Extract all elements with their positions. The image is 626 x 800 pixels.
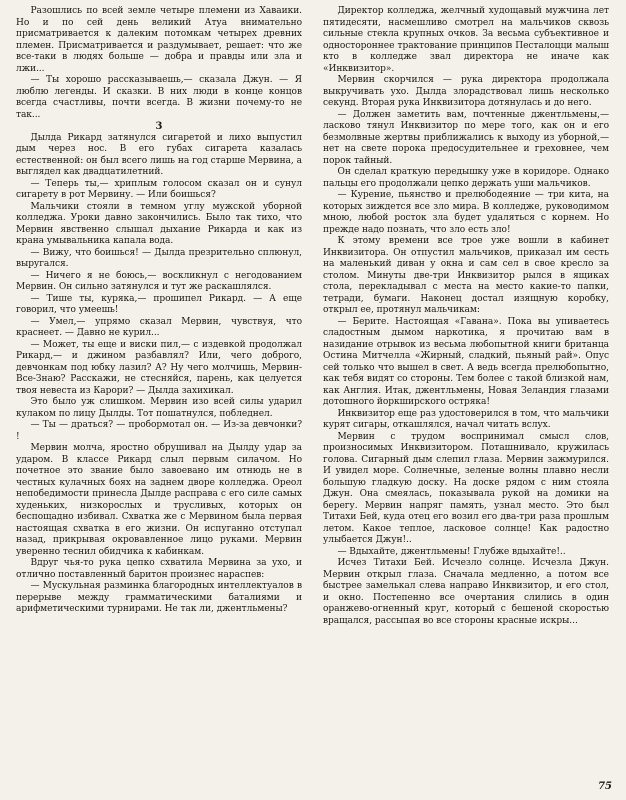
paragraph: Разошлись по всей земле четыре племени из Хаваики. Но и по сей день великий Атуа внимательно присматривается к далеким потомкам четырех древних племен. Присматривается и раздумывает, решает: что же все-таки в людях больше — добра и правды или зла и лжи...	[16, 6, 302, 74]
right-text-column	[323, 6, 609, 627]
paragraph: Вдруг чья-то рука цепко схватила Мервина за ухо, и отлично поставленный баритон произнес нараспев:	[16, 558, 302, 580]
paragraph: — Должен заметить вам, почтенные джентльмены,— ласково тянул Инквизитор по мере того, как он и его безмолвные жертвы приближались к выходу из уборной,— нет на свете порока предосудительнее и греховнее, чем порок тайный.	[323, 109, 609, 166]
page-number: 75	[598, 781, 612, 792]
chapter-number: 3	[155, 121, 163, 132]
paragraph: Это было уж слишком. Мервин изо всей силы ударил кулаком по лицу Дылды. Тот пошатнулся, побледнел.	[16, 397, 302, 419]
paragraph: — Тише ты, куряка,— прошипел Рикард. — А еще говорил, что умеешь!	[16, 293, 302, 315]
paragraph: — Курение, пьянство и прелюбодеяние — три кита, на которых зиждется все зло мира. В колледже, руководимом мною, любой росток зла будет удаляться с корнем. Но прежде надо познать, что зло есть зло!	[323, 190, 609, 235]
paragraph: Мервин молча, яростно обрушивал на Дылду удар за ударом. В классе Рикард слыл первым силачом. Но почетное это звание было завоевано им отнюдь не в честных кулачных боях на заднем дворе колледжа. Ореол непобедимости принесла Дылде расправа с его силе самых худеньких, низкорослых и трусливых, которых он беспощадно избивал. Схватка же с Мервином была первая настоящая схватка в его жизни. Он испуганно отступал назад, прикрывая окровавленное лицо руками. Мервин уверенно теснил обидчика к кабинкам.	[16, 443, 302, 557]
paragraph: — Умел,— упрямо сказал Мервин, чувствуя, что краснеет. — Давно не курил...	[16, 316, 302, 338]
paragraph: Исчез Титахи Бей. Исчезло солнце. Исчезла Джун. Мервин открыл глаза. Сначала медленно, а потом все быстрее замелькал слева направо Инквизитор, и его стол, и окно. Постепенно все очертания слились в один оранжево-огненный круг, который с бешеной скоростью вращался, рассыпая во все стороны красные искры...	[323, 558, 609, 626]
paragraph: — Ничего я не боюсь,— воскликнул с негодованием Мервин. Он сильно затянулся и тут же раскашлялся.	[16, 270, 302, 292]
paragraph: — Ты — драться? — пробормотал он. — Из-за девчонки? !	[16, 420, 302, 442]
paragraph: Мервин с трудом воспринимал смысл слов, произносимых Инквизитором. Поташнивало, кружилась голова. Сигарный дым слепил глаза. Мервин зажмурился. И увидел море. Солнечные, зеленые волны плавно несли большую гладкую доску. На доске рядом с ним стояла Джун. Она смеялась, показывала рукой на домики на берегу. Мервин напряг память, узнал место. Это был Титахи Бей, куда отец его возил его два-три раза прошлым летом. Какое теплое, ласковое солнце! Как радостно улыбается Джун!..	[323, 431, 609, 545]
paragraph: Он сделал краткую передышку уже в коридоре. Однако пальцы его продолжали цепко держать уши мальчиков.	[323, 167, 609, 189]
paragraph: Инквизитор еще раз удостоверился в том, что мальчики курят сигары, откашлялся, начал читать вслух.	[323, 408, 609, 430]
paragraph: — Вдыхайте, джентльмены! Глубже вдыхайте!..	[337, 546, 566, 557]
left-text-column	[16, 6, 302, 616]
paragraph: Мальчики стояли в темном углу мужской уборной колледжа. Уроки давно закончились. Было так тихо, что Мервин явственно слышал дыхание Рикарда и как из крана умывальника капала вода.	[16, 201, 302, 246]
paragraph: — Может, ты еще и виски пил,— с издевкой продолжал Рикард,— и джином разбавлял? Или, чего доброго, девчонкам под юбку лазил? А? Ну чего молчишь, Мервин-Все-Знаю? Расскажи, не стесняйся, парень, как целуется твоя невеста из Карори? — Дылда захихикал.	[16, 339, 302, 396]
paragraph: Мервин скорчился — рука директора продолжала выкручивать ухо. Дылда злорадствовал лишь несколько секунд. Вторая рука Инквизитора дотянулась и до него.	[323, 75, 609, 108]
paragraph: — Ты хорошо рассказываешь,— сказала Джун. — Я люблю легенды. И сказки. В них люди в конце концов всегда счастливы, почти всегда. В жизни почему-то не так...	[16, 75, 302, 120]
paragraph: Директор колледжа, желчный худощавый мужчина лет пятидесяти, насмешливо смотрел на мальчиков сквозь сильные стекла крупных очков. За весьма субъективное и одностороннее трактование принципов Песталоцци малыш кто в колледже звал директора не иначе как «Инквизитор».	[323, 6, 609, 74]
paragraph: Дылда Рикард затянулся сигаретой и лихо выпустил дым через нос. В его губах сигарета казалась естественной: он был всего лишь на год старше Мервина, а выглядел как двадцатилетний.	[16, 132, 302, 177]
paragraph: К этому времени все трое уже вошли в кабинет Инквизитора. Он отпустил мальчиков, приказал им сесть на маленький диван у окна и сам сел в свое кресло за столом. Минуты две-три Инквизитор рылся в ящиках стола, перекладывал с места на место какие-то папки, тетради, бумаги. Наконец достал изящную коробку, открыл ее, протянул мальчикам:	[323, 236, 609, 315]
paragraph: — Берите. Настоящая «Гавана». Пока вы упиваетесь сладостным дымом наркотика, я прочитаю вам в назидание отрывок из весьма любопытной книги британца Остина Митчелла «Жирный, сладкий, пьяный рай». Опус сей только что вышел в свет. А ведь всегда прелюбопытно, как тебя видят со стороны. Тем более с такой близкой нам, как Англия. Итак, джентльмены, Новая Зеландия глазами дотошного йоркширского остряка!	[323, 316, 609, 407]
paragraph: — Вижу, что боишься! — Дылда презрительно сплюнул, выругался.	[16, 247, 302, 269]
paragraph: — Мускульная разминка благородных интеллектуалов в перерыве между грамматическими баталиями и арифметическими турнирами. Не так ли, джентльмены?	[16, 581, 302, 614]
paragraph: — Теперь ты,— хриплым голосом сказал он и сунул сигарету в рот Мервину. — Или боишься?	[16, 178, 302, 200]
